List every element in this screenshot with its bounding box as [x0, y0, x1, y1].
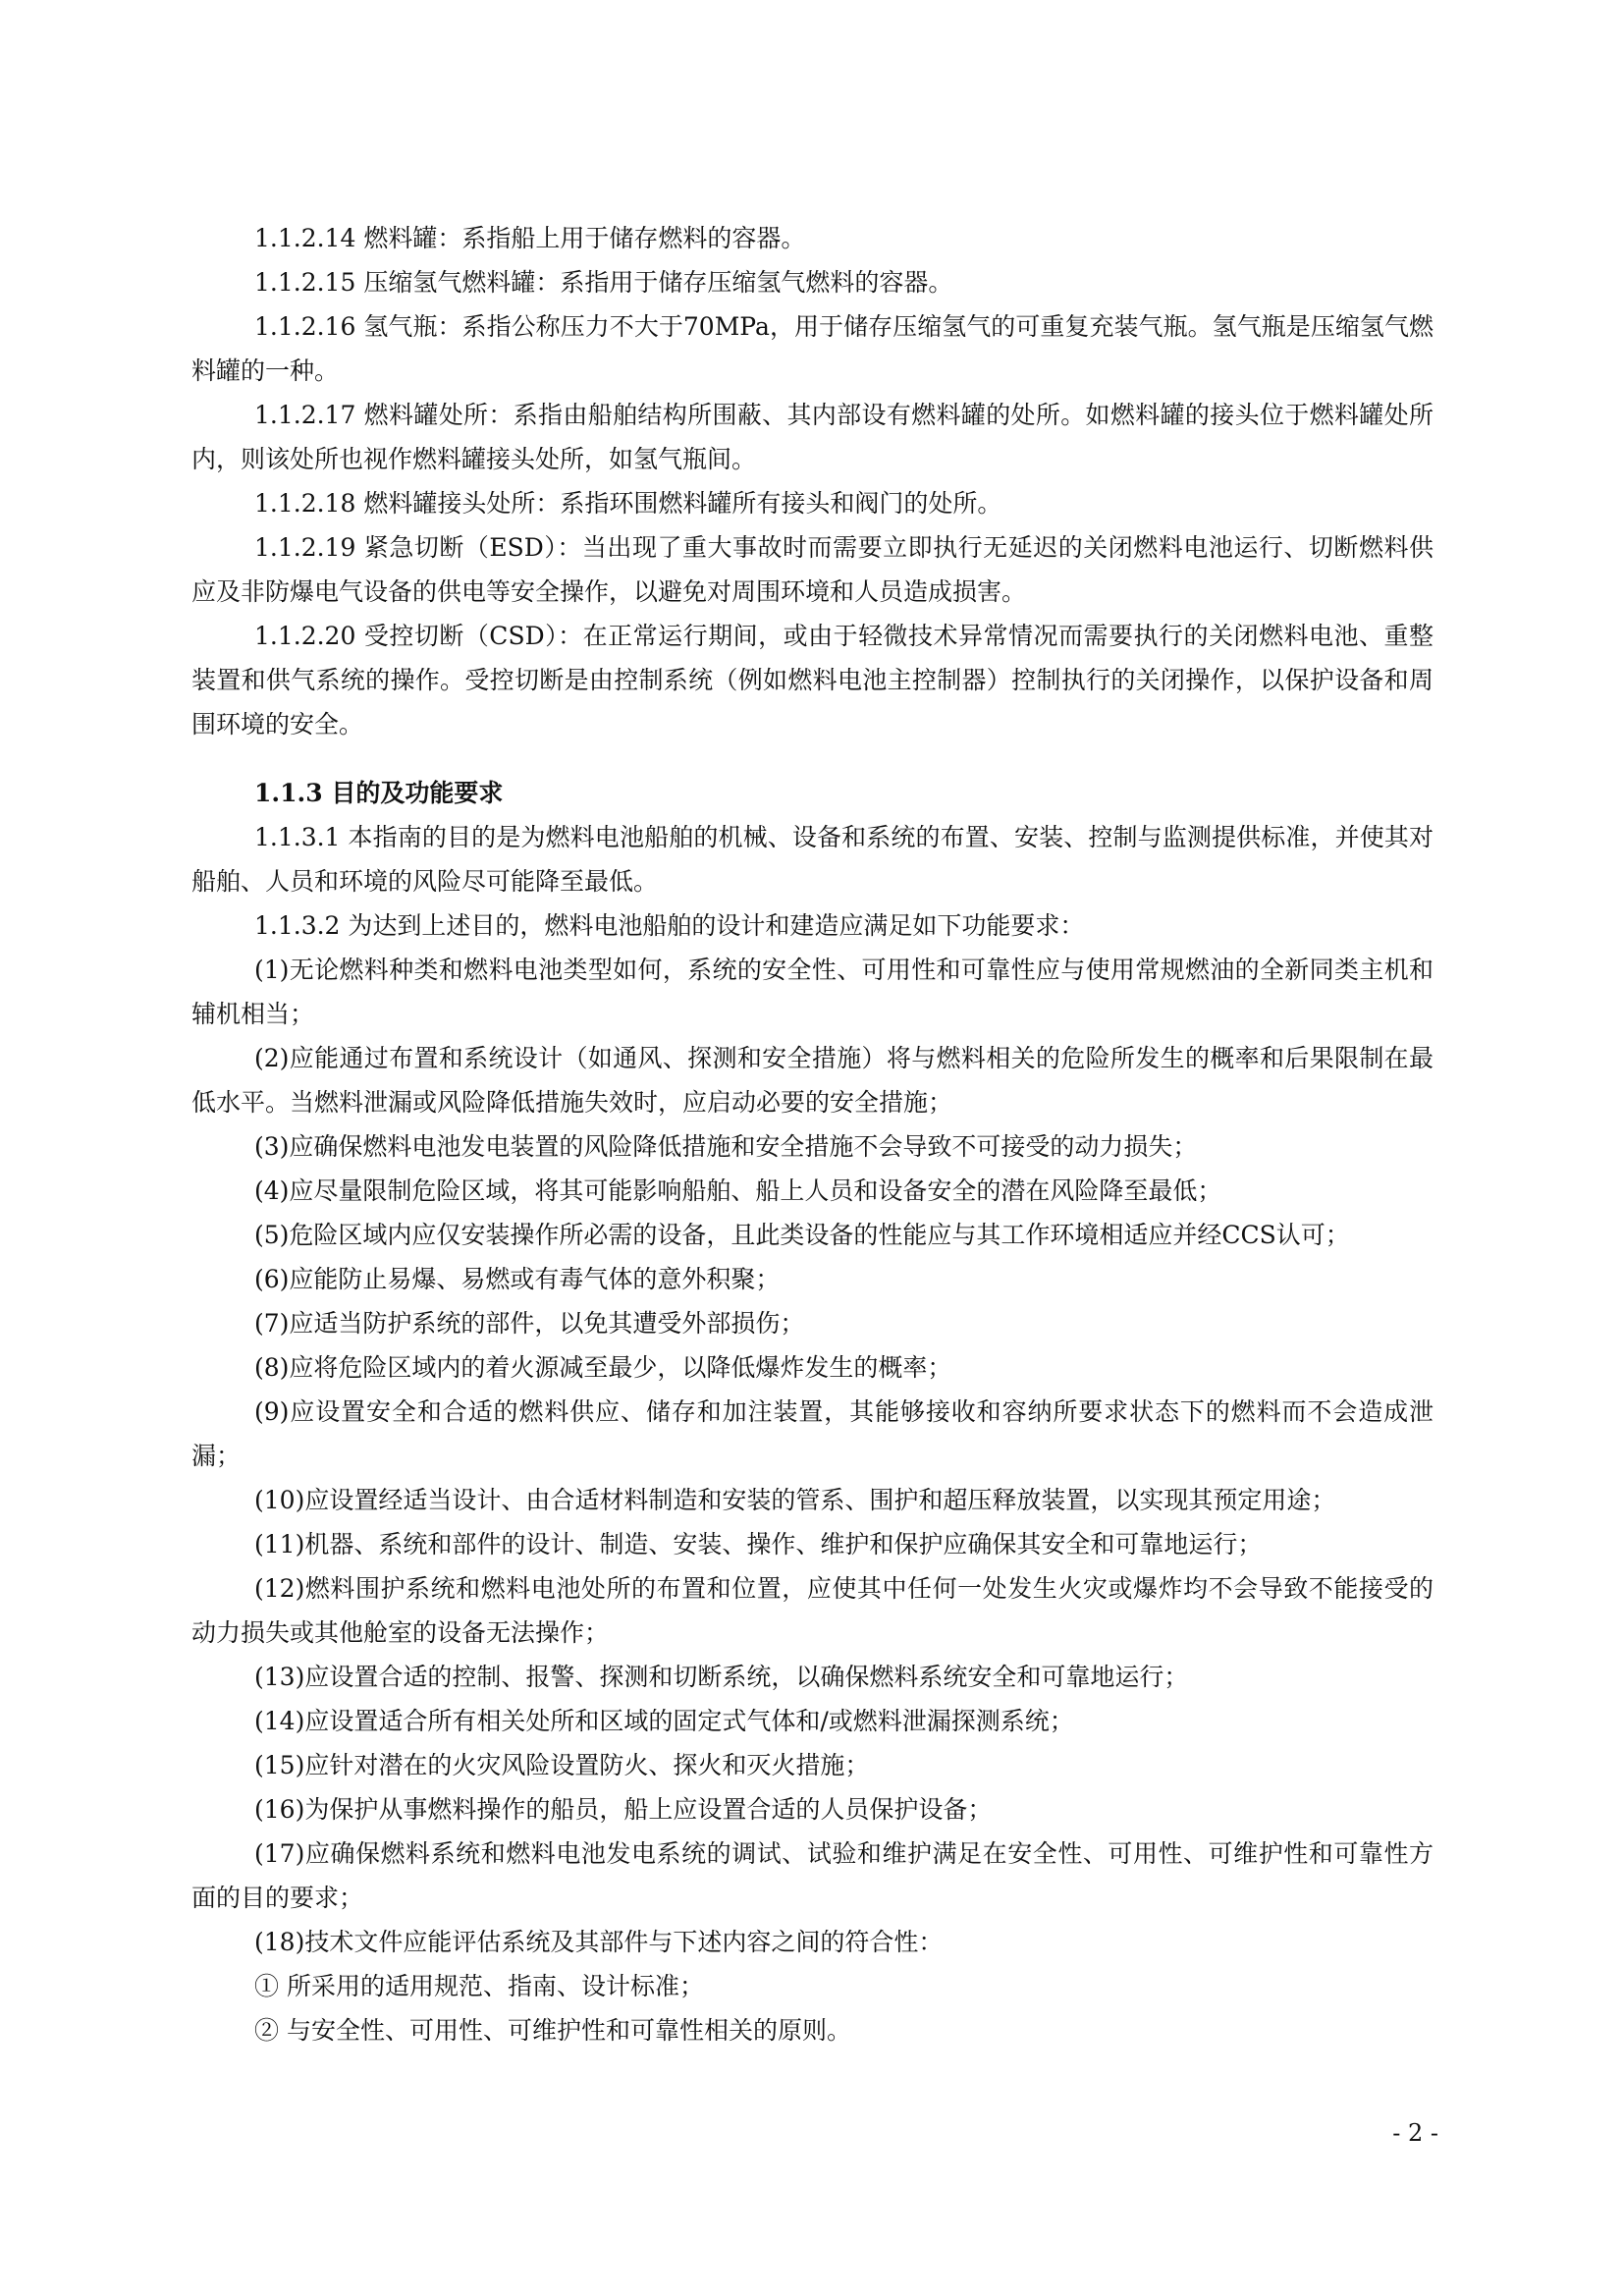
clause-text: 紧急切断（ESD）：当出现了重大事故时而需要立即执行无延迟的关闭燃料电池运行、切断燃料供应及非防爆电气设备的供电等安全操作，以避免对周围环境和人员造成损害。	[191, 533, 1434, 606]
requirement-item: (15)应针对潜在的火灾风险设置防火、探火和灭火措施；	[254, 1751, 870, 1779]
definition-paragraph	[191, 614, 1434, 746]
requirement-item: (4)应尽量限制危险区域，将其可能影响船舶、船上人员和设备安全的潜在风险降至最低；	[254, 1176, 1222, 1205]
requirement-item: (14)应设置适合所有相关处所和区域的固定式气体和/或燃料泄漏探测系统；	[254, 1707, 1074, 1735]
definition-paragraph	[191, 481, 1434, 525]
requirement-subitem: ① 所采用的适用规范、指南、设计标准；	[254, 1972, 704, 2000]
requirement-item: (7)应适当防护系统的部件，以免其遭受外部损伤；	[254, 1309, 805, 1338]
clause-text: 燃料罐处所：系指由船舶结构所围蔽、其内部设有燃料罐的处所。如燃料罐的接头位于燃料罐处所内，则该处所也视作燃料罐接头处所，如氢气瓶间。	[191, 401, 1434, 473]
requirement-item: (12)燃料围护系统和燃料电池处所的布置和位置，应使其中任何一处发生火灾或爆炸均不会导致不能接受的动力损失或其他舱室的设备无法操作；	[191, 1574, 1434, 1647]
clause-number: 1.1.2.16	[254, 312, 356, 341]
requirement-item: (2)应能通过布置和系统设计（如通风、探测和安全措施）将与燃料相关的危险所发生的概率和后果限制在最低水平。当燃料泄漏或风险降低措施失效时，应启动必要的安全措施；	[191, 1044, 1434, 1117]
requirement-item: (5)危险区域内应仅安装操作所必需的设备，且此类设备的性能应与其工作环境相适应并经CCS认可；	[254, 1221, 1350, 1249]
requirement-item: (18)技术文件应能评估系统及其部件与下述内容之间的符合性：	[254, 1928, 944, 1956]
requirement-item: (3)应确保燃料电池发电装置的风险降低措施和安全措施不会导致不可接受的动力损失；	[254, 1132, 1198, 1161]
section-heading	[191, 771, 1434, 815]
requirement-item: (11)机器、系统和部件的设计、制造、安装、操作、维护和保护应确保其安全和可靠地运行；	[254, 1530, 1263, 1558]
definition-paragraph	[191, 304, 1434, 393]
definition-paragraph	[191, 260, 1434, 304]
clause-number: 1.1.2.17	[254, 401, 356, 429]
definition-paragraph	[191, 216, 1434, 260]
clause-number: 1.1.2.15	[254, 268, 356, 297]
requirement-item: (17)应确保燃料系统和燃料电池发电系统的调试、试验和维护满足在安全性、可用性、可维护性和可靠性方面的目的要求；	[191, 1839, 1434, 1912]
clause-number: 1.1.3.1	[254, 823, 341, 851]
page-content	[191, 216, 1434, 2052]
page-number: - 2 -	[1392, 2119, 1438, 2147]
clause-text: 为达到上述目的，燃料电池船舶的设计和建造应满足如下功能要求：	[348, 911, 1085, 940]
clause-text: 燃料罐接头处所：系指环围燃料罐所有接头和阀门的处所。	[363, 489, 1002, 518]
clause-text: 本指南的目的是为燃料电池船舶的机械、设备和系统的布置、安装、控制与监测提供标准，并使其对船舶、人员和环境的风险尽可能降至最低。	[191, 823, 1434, 896]
requirement-item: (9)应设置安全和合适的燃料供应、储存和加注装置，其能够接收和容纳所要求状态下的燃料而不会造成泄漏；	[191, 1397, 1434, 1470]
clause-text: 受控切断（CSD）：在正常运行期间，或由于轻微技术异常情况而需要执行的关闭燃料电池、重整装置和供气系统的操作。受控切断是由控制系统（例如燃料电池主控制器）控制执行的关闭操作，以保护设备和周围环境的安全。	[191, 622, 1434, 738]
clause-number: 1.1.3.2	[254, 911, 341, 940]
section-number: 1.1.3	[254, 779, 323, 807]
clause-number: 1.1.2.18	[254, 489, 356, 518]
clause-text: 燃料罐：系指船上用于储存燃料的容器。	[363, 224, 806, 252]
requirement-subitem: ② 与安全性、可用性、可维护性和可靠性相关的原则。	[254, 2016, 851, 2045]
requirement-item: (16)为保护从事燃料操作的船员，船上应设置合适的人员保护设备；	[254, 1795, 993, 1824]
clause-number: 1.1.2.20	[254, 622, 356, 650]
requirement-item: (1)无论燃料种类和燃料电池类型如何，系统的安全性、可用性和可靠性应与使用常规燃油的全新同类主机和辅机相当；	[191, 956, 1434, 1028]
clause-number: 1.1.2.19	[254, 533, 356, 562]
definition-paragraph	[191, 393, 1434, 481]
clause-paragraph	[191, 903, 1434, 948]
section-title: 目的及功能要求	[331, 779, 504, 807]
requirement-item: (6)应能防止易爆、易燃或有毒气体的意外积聚；	[254, 1265, 781, 1293]
clause-paragraph	[191, 815, 1434, 903]
definition-paragraph	[191, 525, 1434, 614]
requirement-item: (8)应将危险区域内的着火源减至最少，以降低爆炸发生的概率；	[254, 1353, 952, 1382]
requirement-item: (13)应设置合适的控制、报警、探测和切断系统，以确保燃料系统安全和可靠地运行；	[254, 1663, 1189, 1691]
requirement-item: (10)应设置经适当设计、由合适材料制造和安装的管系、围护和超压释放装置，以实现其预定用途；	[254, 1486, 1336, 1514]
clause-text: 压缩氢气燃料罐：系指用于储存压缩氢气燃料的容器。	[363, 268, 953, 297]
clause-text: 氢气瓶：系指公称压力不大于70MPa，用于储存压缩氢气的可重复充装气瓶。氢气瓶是压缩氢气燃料罐的一种。	[191, 312, 1434, 385]
clause-number: 1.1.2.14	[254, 224, 356, 252]
